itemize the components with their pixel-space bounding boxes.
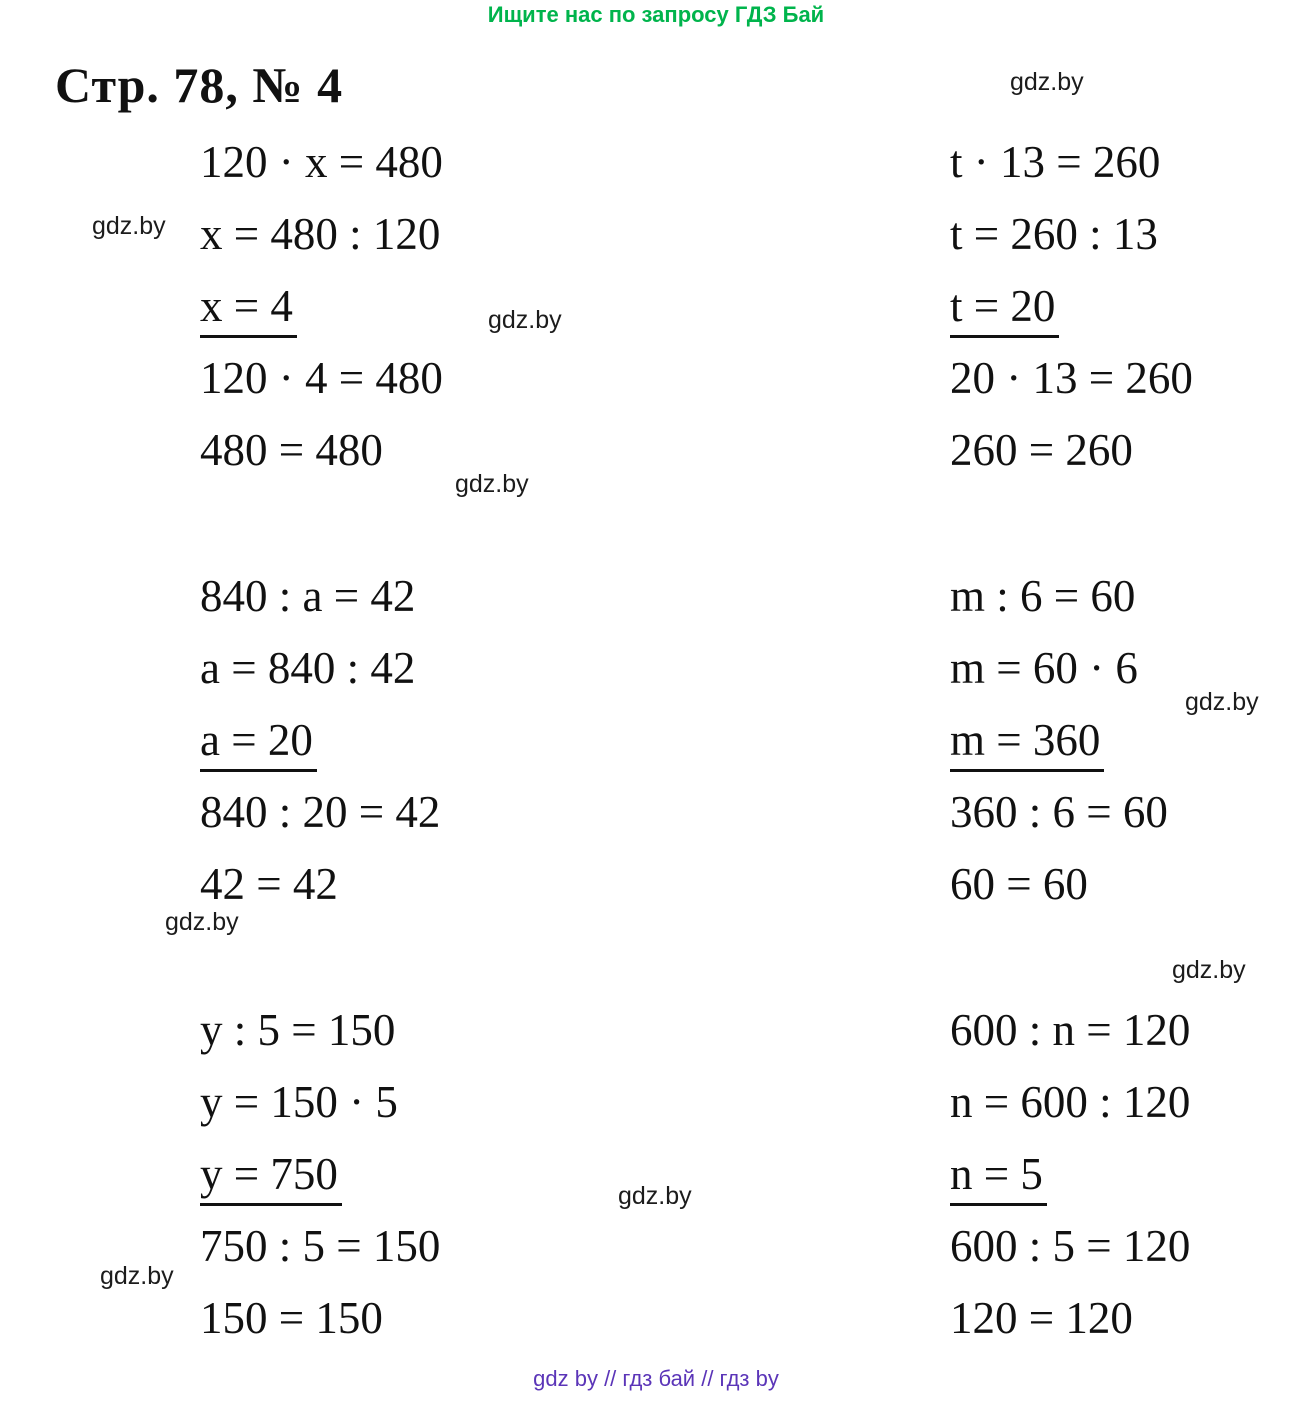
equation-answer-line xyxy=(200,704,440,776)
equation-line: 600 : 5 = 120 xyxy=(950,1221,1191,1271)
equation-line: t · 13 = 260 xyxy=(950,137,1161,187)
watermark: gdz.by xyxy=(1185,688,1259,716)
equation-line: 120 = 120 xyxy=(950,1293,1133,1343)
equation-line: 150 = 150 xyxy=(200,1293,383,1343)
equation-answer-line xyxy=(950,1138,1190,1210)
equation-answer-line xyxy=(200,270,443,342)
equation-line: 20 · 13 = 260 xyxy=(950,353,1193,403)
watermark: gdz.by xyxy=(488,306,562,334)
search-prompt-banner: Ищите нас по запросу ГДЗ Бай xyxy=(487,2,825,27)
equation-block xyxy=(200,126,443,486)
equation-line: 260 = 260 xyxy=(950,425,1133,475)
footer-watermark: gdz by // гдз бай // гдз by xyxy=(533,1366,779,1391)
equation-answer-line xyxy=(950,704,1168,776)
equation-line: y : 5 = 150 xyxy=(200,1005,396,1055)
equation-line: m : 6 = 60 xyxy=(950,571,1136,621)
watermark: gdz.by xyxy=(1172,956,1246,984)
answer-text: x = 4 xyxy=(200,279,297,338)
equation-block xyxy=(950,126,1193,486)
equation-line: a = 840 : 42 xyxy=(200,643,416,693)
equation-line: x = 480 : 120 xyxy=(200,209,441,259)
equation-line: 360 : 6 = 60 xyxy=(950,787,1168,837)
equation-line: t = 260 : 13 xyxy=(950,209,1158,259)
equation-answer-line xyxy=(950,270,1193,342)
watermark: gdz.by xyxy=(165,908,239,936)
equation-line: y = 150 · 5 xyxy=(200,1077,398,1127)
answer-text: m = 360 xyxy=(950,713,1104,772)
answer-text: n = 5 xyxy=(950,1147,1047,1206)
equation-block xyxy=(200,560,440,920)
watermark: gdz.by xyxy=(618,1182,692,1210)
equation-line: 120 · x = 480 xyxy=(200,137,443,187)
equation-block xyxy=(200,994,440,1354)
answer-text: a = 20 xyxy=(200,713,317,772)
equation-line: n = 600 : 120 xyxy=(950,1077,1191,1127)
page-title: Стр. 78, № 4 xyxy=(55,57,344,113)
equation-line: 600 : n = 120 xyxy=(950,1005,1191,1055)
equation-answer-line xyxy=(200,1138,440,1210)
answer-text: y = 750 xyxy=(200,1147,342,1206)
watermark: gdz.by xyxy=(92,212,166,240)
equation-line: 750 : 5 = 150 xyxy=(200,1221,441,1271)
equation-line: 840 : 20 = 42 xyxy=(200,787,441,837)
watermark: gdz.by xyxy=(100,1262,174,1290)
answer-text: t = 20 xyxy=(950,279,1059,338)
equation-block xyxy=(950,560,1168,920)
watermark: gdz.by xyxy=(455,470,529,498)
equation-line: 42 = 42 xyxy=(200,859,338,909)
equation-line: 60 = 60 xyxy=(950,859,1088,909)
equation-line: 120 · 4 = 480 xyxy=(200,353,443,403)
equation-block xyxy=(950,994,1190,1354)
equation-line: 840 : a = 42 xyxy=(200,571,416,621)
equation-line: 480 = 480 xyxy=(200,425,383,475)
equation-line: m = 60 · 6 xyxy=(950,643,1138,693)
watermark: gdz.by xyxy=(1010,68,1084,96)
